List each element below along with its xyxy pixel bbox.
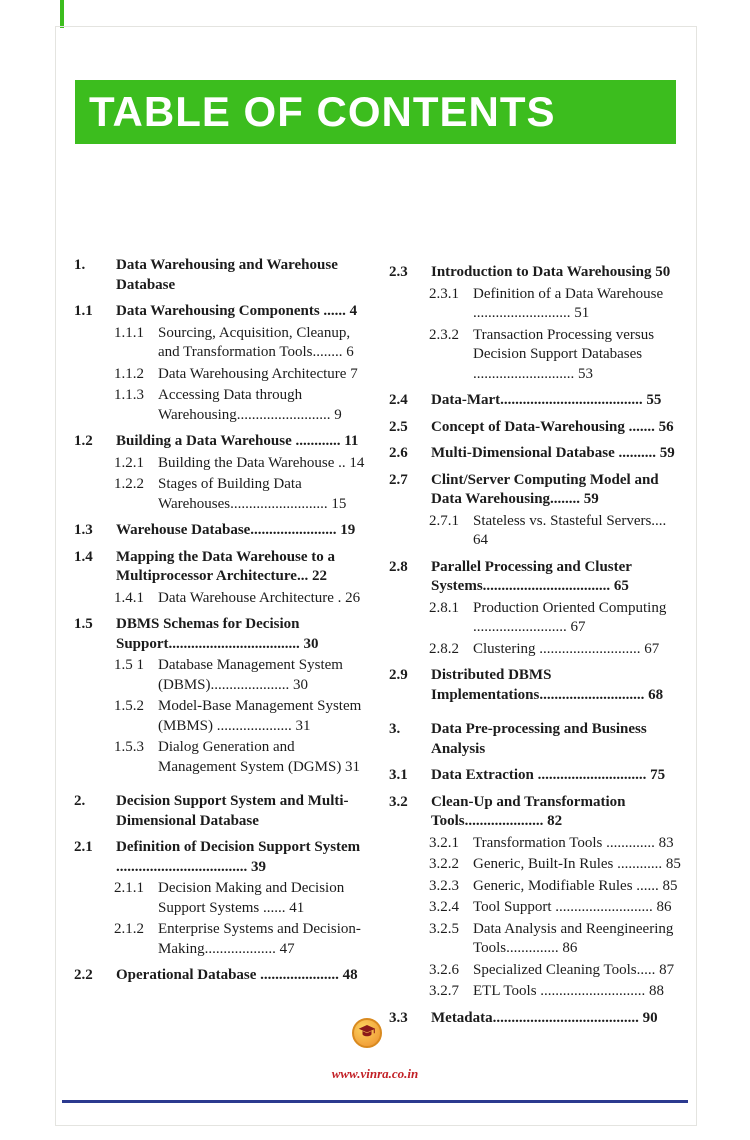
toc-entry <box>389 326 682 385</box>
toc-column-right <box>389 256 682 1028</box>
toc-entry <box>389 982 682 1002</box>
toc-entry-text: Data Warehousing Architecture 7 <box>158 365 358 382</box>
toc-entry-number: 3.2.4 <box>429 899 459 915</box>
toc-entry-number: 2.6 <box>389 445 408 461</box>
toc-entry <box>74 966 367 986</box>
toc-entry <box>389 418 682 438</box>
toc-entry-number: 2.1.2 <box>114 921 144 937</box>
toc-entry <box>389 640 682 660</box>
toc-entry-number: 3.2.3 <box>429 877 459 894</box>
toc-entry-number: 2.2 <box>74 967 93 983</box>
toc-entry-text: Data Warehousing and Warehouse Database <box>116 257 338 293</box>
toc-entry <box>74 256 367 295</box>
toc-entry-text: Introduction to Data Warehousing 50 <box>431 264 671 280</box>
toc-entry <box>74 879 367 918</box>
toc-entry-number: 1.1.1 <box>114 324 144 341</box>
toc-entry-number: 3.2.1 <box>429 834 459 851</box>
toc-entry <box>389 444 682 464</box>
toc-entry-number: 3.2.7 <box>429 983 459 999</box>
toc-entry-number: 1.5 1 <box>114 657 144 673</box>
toc-entry-number: 2.3.2 <box>429 326 459 343</box>
title-banner <box>75 80 676 144</box>
toc-entry-text: Transaction Processing versus Decision Support Databases ........................... 53 <box>473 326 655 382</box>
toc-entry-text: Decision Support System and Multi-Dimensional Database <box>116 793 349 829</box>
toc-entry <box>74 697 367 736</box>
toc-entry-number: 3.1 <box>389 767 408 783</box>
toc-entry-text: Enterprise Systems and Decision-Making................... 47 <box>158 921 361 957</box>
toc-entry-number: 3.2 <box>389 793 408 810</box>
toc-entry-number: 1.3 <box>74 522 93 538</box>
toc-entry-text: Stages of Building Data Warehouses.......................... 15 <box>158 476 347 512</box>
toc-entry <box>74 521 367 541</box>
toc-entry-number: 2.8 <box>389 558 408 575</box>
bottom-rule <box>62 1100 688 1103</box>
toc-entry <box>389 666 682 705</box>
toc-entry <box>74 475 367 514</box>
corner-tick <box>60 0 64 28</box>
publisher-logo <box>352 1018 382 1048</box>
toc-entry-text: Stateless vs. Stasteful Servers.... 64 <box>473 512 667 548</box>
toc-entry-text: DBMS Schemas for Decision Support................................... 30 <box>116 616 319 652</box>
toc-entry <box>389 961 682 981</box>
toc-entry-text: Specialized Cleaning Tools..... 87 <box>473 961 675 978</box>
toc-entry <box>389 855 682 875</box>
toc-entry-number: 1.5 <box>74 616 93 632</box>
toc-entry-number: 2. <box>74 793 86 809</box>
toc-entry-text: Warehouse Database....................... 19 <box>116 522 356 538</box>
toc-entry-number: 2.3.1 <box>429 285 459 302</box>
toc-entry <box>389 285 682 324</box>
toc-columns <box>74 256 682 1028</box>
toc-entry <box>74 656 367 695</box>
toc-entry-text: Mapping the Data Warehouse to a Multiprocessor Architecture... 22 <box>116 548 336 584</box>
toc-entry <box>389 471 682 510</box>
toc-entry-number: 2.5 <box>389 418 408 435</box>
toc-entry-number: 3.2.2 <box>429 856 459 872</box>
toc-entry-text: Database Management System (DBMS)..................... 30 <box>158 657 343 693</box>
toc-entry <box>74 615 367 654</box>
toc-entry <box>389 834 682 854</box>
toc-entry-number: 1.1 <box>74 303 93 319</box>
toc-entry-number: 2.4 <box>389 392 408 408</box>
toc-entry-number: 2.1.1 <box>114 880 144 896</box>
toc-entry-text: Definition of Decision Support System ................................... 39 <box>116 839 361 875</box>
toc-entry <box>74 454 367 474</box>
toc-entry-text: Data Warehouse Architecture . 26 <box>158 589 361 606</box>
toc-entry-text: Sourcing, Acquisition, Cleanup, and Transformation Tools........ 6 <box>158 324 354 360</box>
toc-entry-number: 1.4.1 <box>114 589 144 606</box>
toc-entry-text: Production Oriented Computing ......................... 67 <box>473 599 667 635</box>
toc-entry <box>74 738 367 777</box>
toc-entry-number: 1.2.1 <box>114 454 144 471</box>
toc-entry <box>389 263 682 283</box>
toc-entry <box>389 898 682 918</box>
toc-entry-number: 2.3 <box>389 264 408 280</box>
toc-entry-text: Decision Making and Decision Support Systems ...... 41 <box>158 880 345 916</box>
toc-entry-text: Generic, Built-In Rules ............ 85 <box>473 856 681 872</box>
toc-entry-number: 1.2 <box>74 433 93 449</box>
toc-entry-text: Clint/Server Computing Model and Data Warehousing........ 59 <box>431 471 659 507</box>
toc-entry-number: 1.1.2 <box>114 365 144 382</box>
toc-entry-text: Data Analysis and Reengineering Tools.............. 86 <box>473 920 674 956</box>
toc-entry-number: 1.4 <box>74 548 93 565</box>
toc-entry-text: Data Pre-processing and Business Analysis <box>431 721 647 757</box>
toc-entry-text: Data-Mart...................................... 55 <box>431 392 662 408</box>
toc-entry <box>389 558 682 597</box>
toc-entry-text: Model-Base Management System (MBMS) .................... 31 <box>158 698 362 734</box>
toc-entry-text: Tool Support .......................... 86 <box>473 899 672 915</box>
toc-entry <box>389 877 682 897</box>
toc-entry-text: Clustering ........................... 67 <box>473 640 660 657</box>
toc-entry-number: 3. <box>389 721 401 737</box>
toc-entry-number: 1.1.3 <box>114 387 144 403</box>
toc-entry-number: 2.8.1 <box>429 599 459 616</box>
toc-entry <box>389 391 682 411</box>
toc-entry <box>74 386 367 425</box>
toc-entry <box>389 766 682 786</box>
toc-entry <box>389 1009 682 1029</box>
toc-entry-text: Clean-Up and Transformation Tools..................... 82 <box>431 793 626 829</box>
graduation-cap-icon <box>358 1022 376 1045</box>
toc-entry-number: 2.7 <box>389 471 408 488</box>
toc-entry-text: Metadata....................................... 90 <box>431 1009 658 1026</box>
toc-entry-number: 3.3 <box>389 1009 408 1026</box>
toc-entry-number: 3.2.6 <box>429 961 459 978</box>
toc-entry-text: Concept of Data-Warehousing ....... 56 <box>431 418 674 435</box>
toc-entry <box>74 792 367 831</box>
toc-entry-text: ETL Tools ............................ 88 <box>473 983 665 999</box>
toc-entry <box>389 920 682 959</box>
toc-entry <box>389 599 682 638</box>
toc-entry-text: Building the Data Warehouse .. 14 <box>158 454 365 471</box>
toc-entry <box>389 793 682 832</box>
toc-entry-text: Data Warehousing Components ...... 4 <box>116 303 358 319</box>
toc-entry <box>74 324 367 363</box>
toc-entry-number: 1.5.3 <box>114 739 144 755</box>
toc-entry-text: Transformation Tools ............. 83 <box>473 834 674 851</box>
toc-entry-number: 1. <box>74 257 86 273</box>
toc-entry <box>389 512 682 551</box>
toc-entry <box>74 302 367 322</box>
toc-entry-text: Definition of a Data Warehouse .......................... 51 <box>473 285 664 321</box>
toc-entry <box>74 365 367 385</box>
toc-entry-number: 3.2.5 <box>429 920 459 937</box>
toc-entry-text: Distributed DBMS Implementations............................ 68 <box>431 667 664 703</box>
toc-entry-number: 1.5.2 <box>114 698 144 714</box>
toc-entry-number: 2.7.1 <box>429 512 459 529</box>
toc-column-left <box>74 256 367 1028</box>
page-title: TABLE OF CONTENTS <box>89 88 556 135</box>
toc-entry-text: Data Extraction ............................. 75 <box>431 767 666 783</box>
toc-entry-number: 2.9 <box>389 667 408 683</box>
toc-entry-text: Multi-Dimensional Database .......... 59 <box>431 445 675 461</box>
toc-entry <box>74 838 367 877</box>
toc-entry <box>74 589 367 609</box>
toc-entry <box>74 432 367 452</box>
toc-entry <box>389 720 682 759</box>
website-link[interactable]: www.vinra.co.in <box>331 1066 419 1081</box>
toc-entry-text: Operational Database ..................... 48 <box>116 967 358 983</box>
toc-entry-text: Building a Data Warehouse ............ 11 <box>116 433 359 449</box>
toc-entry-number: 1.2.2 <box>114 476 144 492</box>
toc-entry <box>74 548 367 587</box>
toc-entry-number: 2.8.2 <box>429 640 459 657</box>
toc-entry-text: Parallel Processing and Cluster Systems.................................. 65 <box>431 558 632 594</box>
toc-entry-number: 2.1 <box>74 839 93 855</box>
toc-entry-text: Generic, Modifiable Rules ...... 85 <box>473 877 678 894</box>
toc-entry-text: Accessing Data through Warehousing......................... 9 <box>158 387 342 423</box>
toc-entry-text: Dialog Generation and Management System (DGMS) 31 <box>158 739 361 775</box>
toc-entry <box>74 920 367 959</box>
